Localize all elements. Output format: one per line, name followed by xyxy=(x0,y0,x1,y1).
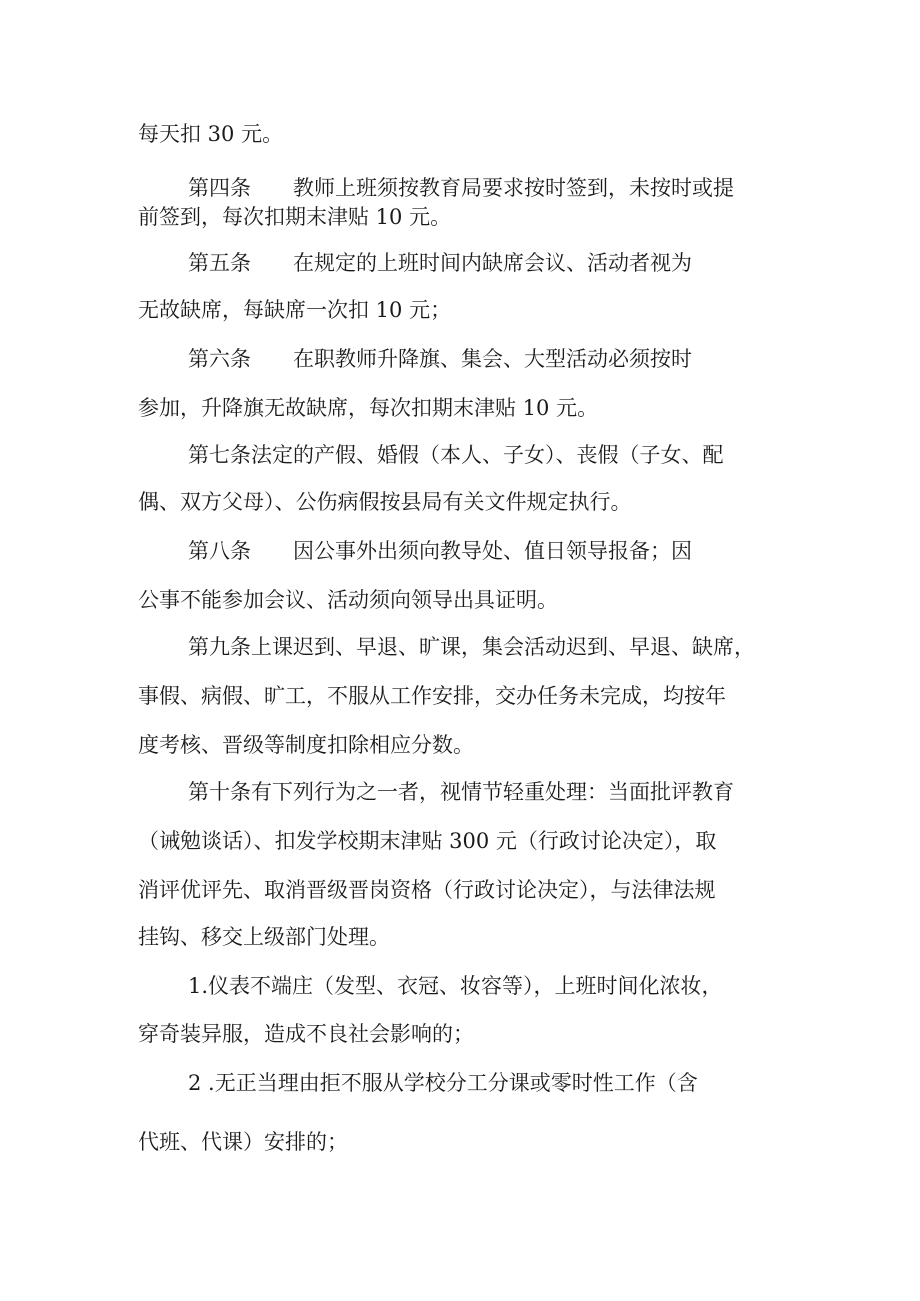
text-line: 第九条上课迟到、早退、旷课，集会活动迟到、早退、缺席， xyxy=(188,635,755,659)
text-line: 事假、病假、旷工，不服从工作安排，交办任务未完成，均按年 xyxy=(138,684,726,708)
text-line: 第七条法定的产假、婚假（本人、子女）、丧假（子女、配 xyxy=(188,443,724,467)
text-line: （诫勉谈话）、扣发学校期末津贴 300 元（行政讨论决定），取 xyxy=(138,829,717,853)
text-line: 前签到，每次扣期末津贴 10 元。 xyxy=(138,205,452,229)
text-line: 挂钩、移交上级部门处理。 xyxy=(138,925,390,949)
text-line: 第十条有下列行为之一者，视情节轻重处理：当面批评教育 xyxy=(188,780,734,804)
text-line: 第八条 因公事外出须向教导处、值日领导报备；因 xyxy=(188,539,692,563)
text-line: 穿奇装异服，造成不良社会影响的； xyxy=(138,1022,474,1046)
text-line: 公事不能参加会议、活动须向领导出具证明。 xyxy=(138,588,558,612)
text-line: 代班、代课）安排的； xyxy=(138,1130,348,1154)
text-line: 参加，升降旗无故缺席，每次扣期末津贴 10 元。 xyxy=(138,396,599,420)
text-line: 度考核、晋级等制度扣除相应分数。 xyxy=(138,733,474,757)
text-line: 第五条 在规定的上班时间内缺席会议、活动者视为 xyxy=(188,251,692,275)
text-line: 1.仪表不端庄（发型、衣冠、妆容等），上班时间化浓妆， xyxy=(188,974,723,998)
text-line: 第四条 教师上班须按教育局要求按时签到，未按时或提 xyxy=(188,176,734,200)
text-line: 偶、双方父母）、公伤病假按县局有关文件规定执行。 xyxy=(138,490,632,514)
text-line: 每天扣 30 元。 xyxy=(138,122,284,146)
text-line: 消评优评先、取消晋级晋岗资格（行政讨论决定），与法律法规 xyxy=(138,878,716,902)
text-line: 无故缺席，每缺席一次扣 10 元； xyxy=(138,298,452,322)
text-line: 2 .无正当理由拒不服从学校分工分课或零时性工作（含 xyxy=(188,1071,698,1095)
text-line: 第六条 在职教师升降旗、集会、大型活动必须按时 xyxy=(188,347,692,371)
